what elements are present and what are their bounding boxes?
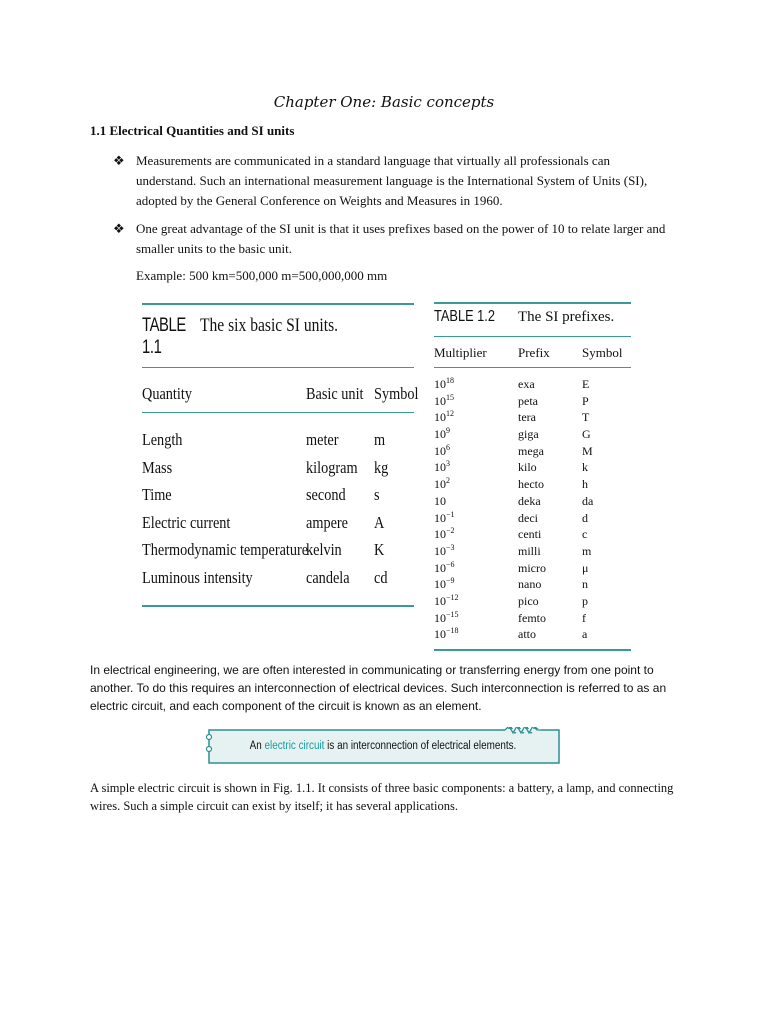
prefix-cell: hecto — [518, 477, 544, 492]
multiplier-exponent: 15 — [446, 392, 454, 402]
table-row — [434, 593, 631, 610]
multiplier-base: 10 — [434, 443, 446, 458]
symbol-cell: a — [582, 627, 588, 642]
table-cell: m — [374, 430, 386, 449]
symbol-cell: h — [582, 477, 588, 492]
column-header: Basic unit — [306, 384, 364, 403]
table-row — [142, 484, 414, 512]
multiplier-base: 10 — [434, 493, 446, 508]
table-row — [434, 376, 631, 393]
symbol-cell: m — [582, 543, 592, 558]
multiplier-cell — [434, 493, 518, 510]
symbol-cell: c — [582, 527, 588, 542]
multiplier-base: 10 — [434, 510, 446, 525]
table-row — [434, 493, 631, 510]
multiplier-base: 10 — [434, 527, 446, 542]
table-cell: meter — [306, 430, 339, 449]
multiplier-cell — [434, 476, 518, 493]
table-label: TABLE 1.1 — [142, 315, 186, 358]
table-cell: kelvin — [306, 540, 342, 560]
column-header: Multiplier — [434, 345, 487, 360]
table-rule — [142, 412, 414, 413]
table-row — [434, 626, 631, 643]
si-prefixes-table — [434, 302, 631, 651]
multiplier-cell — [434, 426, 518, 443]
multiplier-base: 10 — [434, 610, 446, 625]
prefix-cell: kilo — [518, 460, 537, 475]
multiplier-exponent: −6 — [446, 559, 455, 569]
table-rule — [434, 336, 631, 337]
multiplier-base: 10 — [434, 460, 446, 475]
symbol-cell: p — [582, 593, 588, 608]
multiplier-exponent: 12 — [446, 409, 454, 419]
table-row — [434, 610, 631, 627]
symbol-cell: M — [582, 443, 593, 458]
table-rule — [142, 367, 414, 368]
symbol-cell: d — [582, 510, 588, 525]
prefix-cell: giga — [518, 427, 539, 442]
table-row — [434, 459, 631, 476]
multiplier-cell — [434, 393, 518, 410]
table-cell: kilogram — [306, 457, 358, 477]
paragraph: In electrical engineering, we are often interested in communicating or transferring energy from one point to another. To do this requires an interconnection of electrical devices. Such interconnection is referred to as an electric circuit, and each component of the circuit is known as an element. — [90, 663, 667, 713]
multiplier-cell — [434, 543, 518, 560]
prefix-cell: nano — [518, 577, 542, 592]
prefix-cell: exa — [518, 377, 535, 391]
multiplier-cell — [434, 576, 518, 593]
multiplier-exponent: −1 — [446, 509, 455, 519]
section-heading: 1.1 Electrical Quantities and SI units — [90, 123, 295, 138]
multiplier-cell — [434, 459, 518, 476]
prefix-cell: pico — [518, 593, 539, 608]
multiplier-cell — [434, 443, 518, 460]
multiplier-base: 10 — [434, 543, 446, 558]
table-rule — [142, 303, 414, 305]
symbol-cell: da — [582, 493, 594, 508]
table-caption: The six basic SI units. — [200, 315, 339, 336]
definition-text — [230, 740, 536, 752]
multiplier-exponent: 6 — [446, 442, 450, 452]
multiplier-exponent: −2 — [446, 526, 455, 536]
bullet-text: One great advantage of the SI unit is that it uses prefixes based on the power of 10 to relate larger and smaller units to the basic unit. — [136, 221, 666, 256]
table-cell: second — [306, 485, 346, 505]
prefix-cell: tera — [518, 410, 536, 425]
multiplier-cell — [434, 409, 518, 426]
multiplier-base: 10 — [434, 593, 446, 608]
table-row — [434, 476, 631, 493]
table-rule — [434, 367, 631, 368]
multiplier-cell — [434, 626, 518, 643]
table-cell: Length — [142, 430, 183, 449]
diamond-bullet-icon: ❖ — [113, 221, 125, 236]
table-row — [434, 443, 631, 460]
multiplier-exponent: −15 — [446, 609, 459, 619]
table-cell: Electric current — [142, 512, 231, 532]
multiplier-base: 10 — [434, 393, 446, 408]
symbol-cell: μ — [582, 560, 589, 575]
table-label: TABLE 1.2 — [434, 308, 495, 325]
definition-highlight: electric circuit — [264, 740, 325, 752]
symbol-cell: T — [582, 410, 590, 425]
column-header: Symbol — [374, 384, 419, 403]
prefix-cell: deka — [518, 493, 541, 508]
symbol-cell: G — [582, 427, 591, 442]
multiplier-exponent: 9 — [446, 426, 450, 436]
prefix-cell: femto — [518, 610, 546, 625]
multiplier-cell — [434, 526, 518, 543]
prefix-cell: centi — [518, 527, 542, 542]
table-title — [434, 308, 631, 332]
definition-before: An — [249, 740, 265, 752]
symbol-cell: k — [582, 460, 588, 475]
multiplier-cell — [434, 510, 518, 527]
paragraph: A simple electric circuit is shown in Fig. 1.1. It consists of three basic components: a battery, a lamp, and connecting wires. Such a simple circuit can exist by itself; it has several applications. — [90, 781, 674, 813]
multiplier-base: 10 — [434, 377, 446, 391]
table-rule — [434, 649, 631, 651]
table-row — [434, 560, 631, 577]
example-line: Example: 500 km=500,000 m=500,000,000 mm — [136, 268, 388, 283]
prefix-cell: mega — [518, 443, 544, 458]
multiplier-cell — [434, 610, 518, 627]
table-header-row — [434, 345, 631, 361]
multiplier-base: 10 — [434, 477, 446, 492]
table-rule — [434, 302, 631, 304]
multiplier-exponent: −18 — [446, 626, 459, 636]
multiplier-exponent: 3 — [446, 459, 450, 469]
prefix-cell: atto — [518, 627, 536, 642]
table-cell: Mass — [142, 457, 173, 477]
multiplier-base: 10 — [434, 577, 446, 592]
column-header: Prefix — [518, 345, 550, 360]
multiplier-exponent: −12 — [446, 592, 459, 602]
table-row — [142, 457, 414, 485]
table-rule — [142, 605, 414, 607]
table-cell: A — [374, 512, 385, 532]
table-cell: Time — [142, 485, 172, 505]
table-row — [434, 576, 631, 593]
column-header: Quantity — [142, 384, 192, 403]
multiplier-exponent: 2 — [446, 476, 450, 486]
multiplier-base: 10 — [434, 627, 446, 642]
table-row — [434, 426, 631, 443]
bullet-item — [113, 219, 673, 259]
table-cell: candela — [306, 567, 350, 587]
multiplier-base: 10 — [434, 427, 446, 442]
table-cell: Thermodynamic temperature — [142, 540, 309, 560]
table-row — [434, 510, 631, 527]
prefix-cell: milli — [518, 543, 541, 558]
prefix-cell: peta — [518, 393, 538, 408]
multiplier-cell — [434, 560, 518, 577]
multiplier-exponent: −9 — [446, 576, 455, 586]
table-row — [142, 567, 414, 595]
table-header-row — [142, 384, 419, 406]
prefix-cell: micro — [518, 560, 546, 575]
chapter-title: Chapter One: Basic concepts — [273, 93, 495, 111]
multiplier-exponent: 18 — [446, 376, 454, 385]
table-row — [434, 526, 631, 543]
column-header: Symbol — [582, 345, 623, 360]
table-row — [434, 393, 631, 410]
table-cell: cd — [374, 567, 388, 587]
symbol-cell: f — [582, 610, 586, 625]
symbol-cell: E — [582, 377, 590, 391]
table-title — [142, 315, 414, 359]
table-row — [142, 512, 414, 540]
multiplier-cell — [434, 593, 518, 610]
bullet-text: Measurements are communicated in a standard language that virtually all professionals can understand. Such an international measurement language is the International System of Units (SI), adopted by the General Conference on Weights and Measures in 1960. — [136, 153, 648, 208]
table-caption: The SI prefixes. — [518, 309, 615, 325]
diamond-bullet-icon: ❖ — [113, 153, 125, 168]
table-row — [142, 429, 414, 457]
table-row — [434, 543, 631, 560]
table-row — [142, 539, 414, 567]
multiplier-base: 10 — [434, 410, 446, 425]
table-cell: ampere — [306, 512, 349, 532]
definition-after: is an interconnection of electrical elements. — [324, 740, 517, 752]
symbol-cell: n — [582, 577, 588, 592]
definition-box — [205, 727, 561, 765]
symbol-cell: P — [582, 393, 589, 408]
bullet-item — [113, 151, 673, 211]
table-body — [434, 376, 631, 643]
prefix-cell: deci — [518, 510, 538, 525]
table-cell: Luminous intensity — [142, 567, 253, 587]
table-cell: s — [374, 485, 380, 505]
table-cell: K — [374, 540, 385, 560]
multiplier-base: 10 — [434, 560, 446, 575]
table-cell: kg — [374, 457, 389, 477]
multiplier-cell — [434, 376, 518, 393]
multiplier-exponent: −3 — [446, 542, 455, 552]
si-base-units-table — [142, 303, 419, 607]
table-row — [434, 409, 631, 426]
